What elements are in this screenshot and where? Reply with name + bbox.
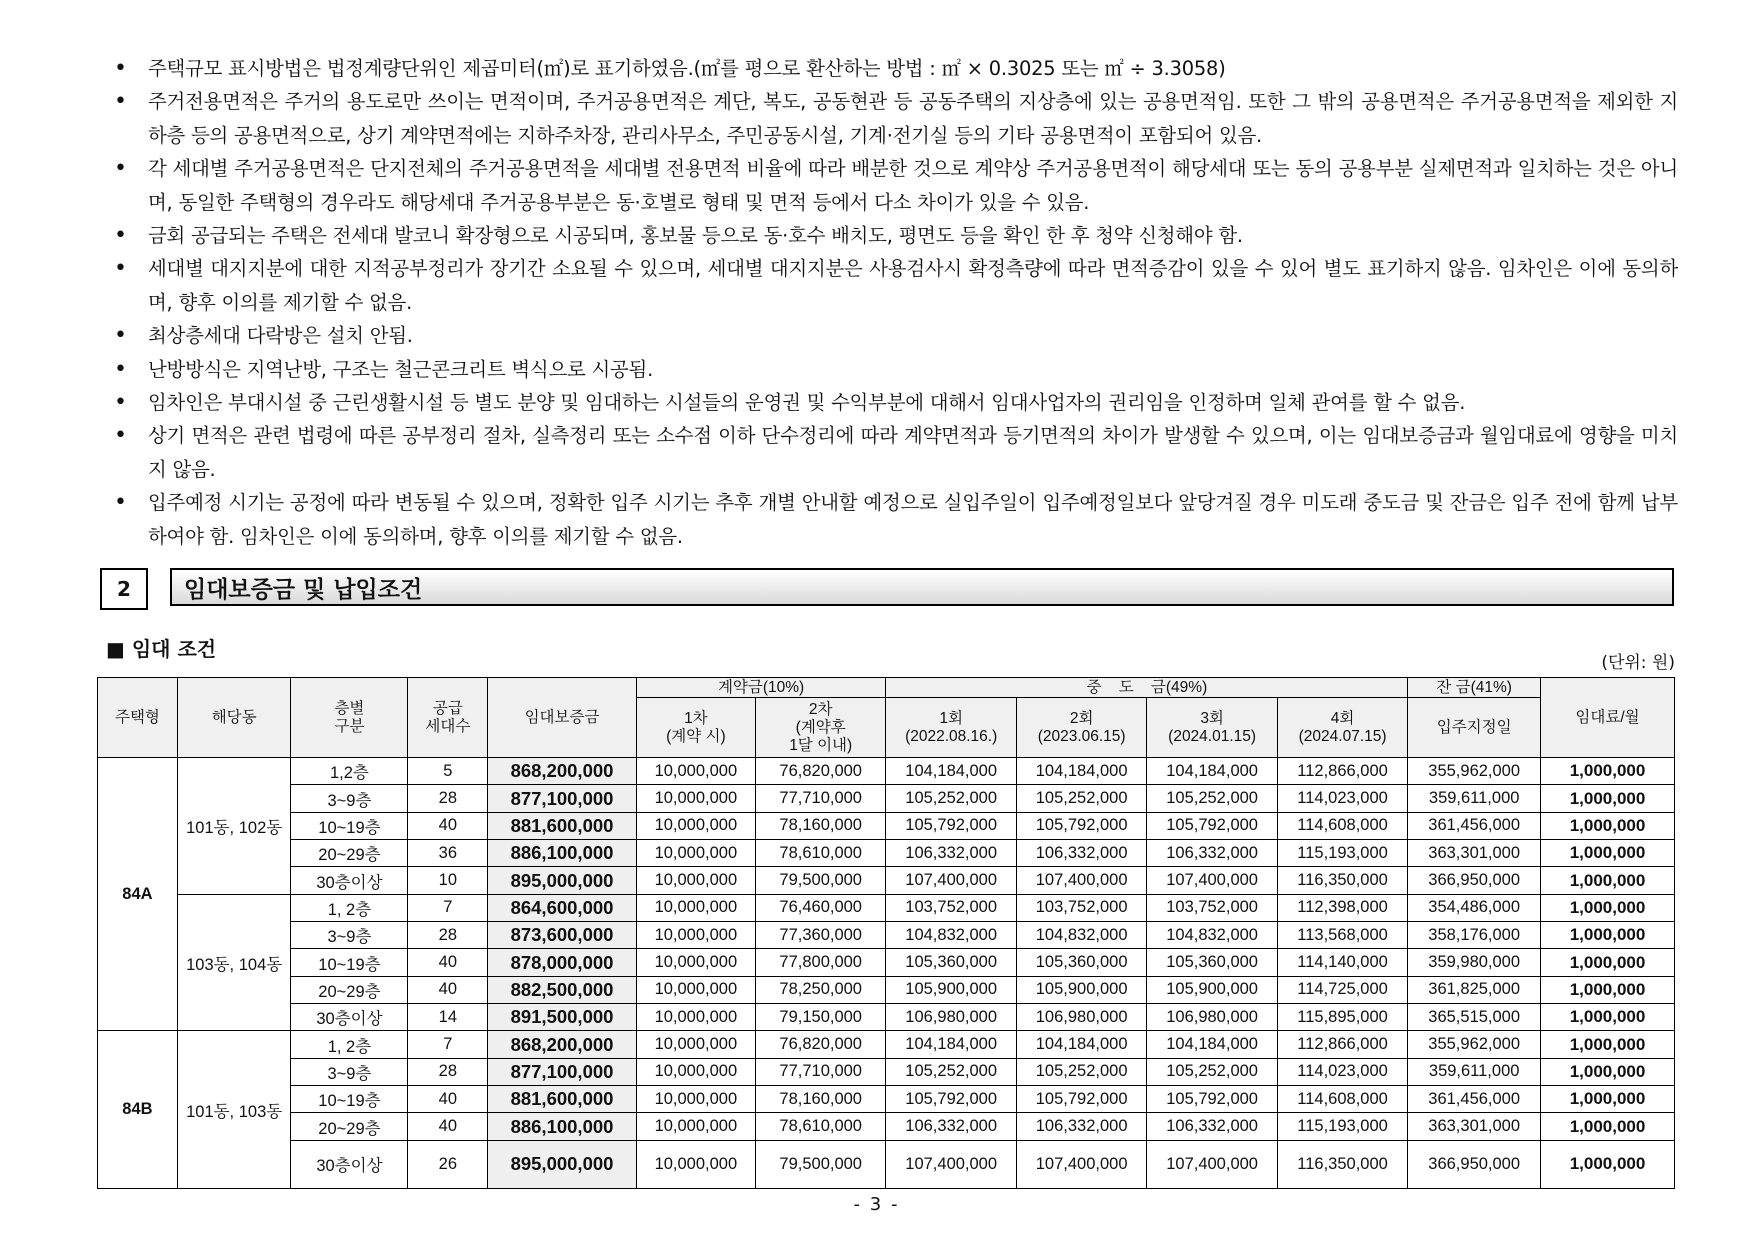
cell-middle-2: 106,332,000: [1016, 840, 1146, 867]
cell-rent: 1,000,000: [1541, 894, 1675, 921]
header-contract-2: 2차 (계약후 1달 이내): [755, 698, 885, 758]
cell-rent: 1,000,000: [1541, 1031, 1675, 1058]
cell-floor: 30층이상: [291, 867, 408, 894]
note-item: [110, 386, 1678, 419]
cell-middle-4: 114,023,000: [1277, 785, 1407, 812]
cell-balance: 363,301,000: [1408, 1113, 1541, 1140]
cell-contract-1: 10,000,000: [636, 976, 755, 1003]
table-row: [98, 1113, 1675, 1140]
note-text: 최상층세대 다락방은 설치 안됨.: [148, 324, 413, 348]
note-item: [110, 52, 1678, 85]
cell-contract-2: 78,160,000: [755, 1086, 885, 1113]
table-row: [98, 758, 1675, 785]
cell-contract-2: 78,610,000: [755, 1113, 885, 1140]
section-header: [100, 568, 1680, 610]
cell-deposit: 864,600,000: [488, 894, 636, 921]
header-rent: 임대료/월: [1541, 678, 1675, 758]
table-row: [98, 867, 1675, 894]
cell-units: 40: [408, 812, 488, 839]
cell-middle-2: 104,832,000: [1016, 922, 1146, 949]
cell-deposit: 895,000,000: [488, 1140, 636, 1188]
bullet-icon: •: [114, 490, 127, 516]
cell-middle-2: 105,252,000: [1016, 1058, 1146, 1085]
cell-contract-1: 10,000,000: [636, 1086, 755, 1113]
cell-middle-1: 104,184,000: [886, 1031, 1016, 1058]
note-item: [110, 85, 1678, 152]
cell-floor: 1, 2층: [291, 1031, 408, 1058]
table-row: [98, 1004, 1675, 1031]
header-deposit: 임대보증금: [488, 678, 636, 758]
cell-middle-4: 112,398,000: [1277, 894, 1407, 921]
bullet-icon: •: [114, 56, 127, 81]
cell-middle-4: 115,193,000: [1277, 840, 1407, 867]
cell-contract-2: 77,710,000: [755, 785, 885, 812]
cell-deposit: 886,100,000: [488, 1113, 636, 1140]
cell-deposit: 877,100,000: [488, 785, 636, 812]
cell-floor: 30층이상: [291, 1140, 408, 1188]
cell-middle-3: 104,832,000: [1147, 922, 1277, 949]
header-balance-1: 입주지정일: [1408, 698, 1541, 758]
table-row: [98, 894, 1675, 921]
cell-middle-3: 105,900,000: [1147, 976, 1277, 1003]
section-title: 임대보증금 및 납입조건: [170, 568, 1674, 606]
note-item: [110, 353, 1678, 386]
cell-middle-1: 106,332,000: [886, 840, 1016, 867]
cell-units: 36: [408, 840, 488, 867]
cell-middle-2: 104,184,000: [1016, 1031, 1146, 1058]
note-item: [110, 319, 1678, 352]
cell-units: 28: [408, 1058, 488, 1085]
cell-deposit: 881,600,000: [488, 812, 636, 839]
cell-contract-1: 10,000,000: [636, 1058, 755, 1085]
cell-deposit: 891,500,000: [488, 1004, 636, 1031]
cell-floor: 10~19층: [291, 949, 408, 976]
cell-balance: 359,611,000: [1408, 1058, 1541, 1085]
cell-middle-1: 105,792,000: [886, 812, 1016, 839]
cell-middle-1: 104,832,000: [886, 922, 1016, 949]
cell-dong: 101동, 103동: [177, 1031, 291, 1189]
cell-floor: 10~19층: [291, 1086, 408, 1113]
cell-middle-1: 107,400,000: [886, 1140, 1016, 1188]
cell-middle-4: 113,568,000: [1277, 922, 1407, 949]
cell-contract-2: 77,710,000: [755, 1058, 885, 1085]
bullet-icon: •: [114, 423, 127, 449]
note-text: 입주예정 시기는 공정에 따라 변동될 수 있으며, 정확한 입주 시기는 추후 개별 안내할 예정으로 실입주일이 입주예정일보다 앞당겨질 경우 미도래 중도금 및 잔금은 입주 전에 함께 납부하여야 함. 임차인은 이에 동의하며, 향후 이의를 제기할 수 없음.: [148, 491, 1678, 548]
cell-middle-1: 105,792,000: [886, 1086, 1016, 1113]
cell-deposit: 868,200,000: [488, 758, 636, 785]
cell-middle-2: 105,792,000: [1016, 1086, 1146, 1113]
cell-rent: 1,000,000: [1541, 976, 1675, 1003]
cell-floor: 10~19층: [291, 812, 408, 839]
cell-contract-2: 78,610,000: [755, 840, 885, 867]
cell-middle-3: 105,360,000: [1147, 949, 1277, 976]
bullet-icon: •: [114, 390, 127, 416]
cell-contract-1: 10,000,000: [636, 812, 755, 839]
cell-middle-3: 106,332,000: [1147, 1113, 1277, 1140]
cell-contract-1: 10,000,000: [636, 1031, 755, 1058]
cell-floor: 1, 2층: [291, 894, 408, 921]
cell-middle-3: 105,252,000: [1147, 1058, 1277, 1085]
cell-middle-1: 105,252,000: [886, 785, 1016, 812]
rent-table-body: [98, 758, 1675, 1189]
cell-units: 14: [408, 1004, 488, 1031]
cell-middle-3: 106,980,000: [1147, 1004, 1277, 1031]
cell-rent: 1,000,000: [1541, 867, 1675, 894]
cell-deposit: 886,100,000: [488, 840, 636, 867]
cell-contract-2: 76,460,000: [755, 894, 885, 921]
cell-contract-2: 79,500,000: [755, 1140, 885, 1188]
table-row: [98, 785, 1675, 812]
header-type: 주택형: [98, 678, 178, 758]
rent-conditions-table: [97, 677, 1675, 1189]
cell-middle-3: 104,184,000: [1147, 758, 1277, 785]
cell-balance: 361,825,000: [1408, 976, 1541, 1003]
note-item: [110, 219, 1678, 252]
header-middle-4: 4회 (2024.07.15): [1277, 698, 1407, 758]
cell-middle-1: 105,900,000: [886, 976, 1016, 1003]
cell-contract-2: 79,150,000: [755, 1004, 885, 1031]
cell-rent: 1,000,000: [1541, 785, 1675, 812]
header-units: 공급 세대수: [408, 678, 488, 758]
cell-rent: 1,000,000: [1541, 1140, 1675, 1188]
cell-balance: 354,486,000: [1408, 894, 1541, 921]
cell-middle-1: 105,360,000: [886, 949, 1016, 976]
cell-type: 84B: [98, 1031, 178, 1189]
bullet-icon: •: [114, 223, 127, 249]
cell-contract-1: 10,000,000: [636, 1113, 755, 1140]
cell-contract-2: 79,500,000: [755, 867, 885, 894]
cell-units: 40: [408, 976, 488, 1003]
cell-deposit: 873,600,000: [488, 922, 636, 949]
note-text: 각 세대별 주거공용면적은 단지전체의 주거공용면적을 세대별 전용면적 비율에 따라 배분한 것으로 계약상 주거공용면적이 해당세대 또는 동의 공용부분 실제면적과 일치하는 것은 아니며, 동일한 주택형의 경우라도 해당세대 주거공용부분은 동·호별로 형태 및 면적 등에서 다소 차이가 있을 수 있음.: [148, 157, 1678, 214]
bullet-icon: •: [114, 156, 127, 182]
cell-deposit: 868,200,000: [488, 1031, 636, 1058]
cell-middle-3: 107,400,000: [1147, 867, 1277, 894]
cell-middle-2: 105,360,000: [1016, 949, 1146, 976]
cell-middle-4: 114,140,000: [1277, 949, 1407, 976]
cell-balance: 358,176,000: [1408, 922, 1541, 949]
cell-units: 40: [408, 1086, 488, 1113]
cell-contract-2: 77,360,000: [755, 922, 885, 949]
cell-middle-1: 106,980,000: [886, 1004, 1016, 1031]
section-number: 2: [100, 568, 148, 610]
cell-rent: 1,000,000: [1541, 949, 1675, 976]
cell-contract-1: 10,000,000: [636, 1004, 755, 1031]
cell-middle-1: 107,400,000: [886, 867, 1016, 894]
header-floor: 층별 구분: [291, 678, 408, 758]
table-row: [98, 949, 1675, 976]
note-text: 임차인은 부대시설 중 근린생활시설 등 별도 분양 및 임대하는 시설들의 운영권 및 수익부분에 대해서 임대사업자의 권리임을 인정하며 일체 관여를 할 수 없음.: [148, 391, 1466, 415]
cell-balance: 359,980,000: [1408, 949, 1541, 976]
cell-middle-2: 106,332,000: [1016, 1113, 1146, 1140]
header-contract: 계약금(10%): [636, 678, 886, 698]
cell-units: 5: [408, 758, 488, 785]
table-row: [98, 812, 1675, 839]
cell-deposit: 878,000,000: [488, 949, 636, 976]
cell-middle-4: 114,608,000: [1277, 812, 1407, 839]
cell-middle-4: 112,866,000: [1277, 758, 1407, 785]
cell-balance: 363,301,000: [1408, 840, 1541, 867]
cell-middle-4: 114,725,000: [1277, 976, 1407, 1003]
cell-contract-1: 10,000,000: [636, 922, 755, 949]
cell-contract-1: 10,000,000: [636, 867, 755, 894]
cell-middle-2: 104,184,000: [1016, 758, 1146, 785]
cell-rent: 1,000,000: [1541, 758, 1675, 785]
cell-units: 7: [408, 1031, 488, 1058]
cell-middle-3: 103,752,000: [1147, 894, 1277, 921]
cell-contract-1: 10,000,000: [636, 894, 755, 921]
note-text: 세대별 대지지분에 대한 지적공부정리가 장기간 소요될 수 있으며, 세대별 대지지분은 사용검사시 확정측량에 따라 면적증감이 있을 수 있어 별도 표기하지 않음. 임차인은 이에 동의하며, 향후 이의를 제기할 수 없음.: [148, 257, 1678, 314]
table-row: [98, 840, 1675, 867]
cell-deposit: 881,600,000: [488, 1086, 636, 1113]
note-item: [110, 252, 1678, 319]
cell-floor: 30층이상: [291, 1004, 408, 1031]
cell-type: 84A: [98, 758, 178, 1031]
cell-contract-1: 10,000,000: [636, 758, 755, 785]
table-row: [98, 1140, 1675, 1188]
cell-middle-2: 103,752,000: [1016, 894, 1146, 921]
cell-floor: 1,2층: [291, 758, 408, 785]
cell-units: 40: [408, 949, 488, 976]
sub-title: ■ 임대 조건: [106, 637, 217, 661]
table-row: [98, 976, 1675, 1003]
cell-middle-2: 107,400,000: [1016, 867, 1146, 894]
note-text: 주거전용면적은 주거의 용도로만 쓰이는 면적이며, 주거공용면적은 계단, 복도, 공동현관 등 공동주택의 지상층에 있는 공용면적임. 또한 그 밖의 공용면적은 주거공용면적을 제외한 지하층 등의 공용면적으로, 상기 계약면적에는 지하주차장, 관리사무소, 주민공동시설, 기계·전기실 등의 기타 공용면적이 포함되어 있음.: [148, 90, 1678, 147]
cell-contract-2: 76,820,000: [755, 758, 885, 785]
cell-rent: 1,000,000: [1541, 840, 1675, 867]
cell-rent: 1,000,000: [1541, 1113, 1675, 1140]
cell-middle-3: 104,184,000: [1147, 1031, 1277, 1058]
header-dong: 해당동: [177, 678, 291, 758]
cell-middle-2: 106,980,000: [1016, 1004, 1146, 1031]
cell-dong: 103동, 104동: [177, 894, 291, 1031]
cell-deposit: 877,100,000: [488, 1058, 636, 1085]
cell-balance: 361,456,000: [1408, 812, 1541, 839]
header-middle-2: 2회 (2023.06.15): [1016, 698, 1146, 758]
cell-floor: 3~9층: [291, 1058, 408, 1085]
cell-deposit: 895,000,000: [488, 867, 636, 894]
cell-middle-2: 105,900,000: [1016, 976, 1146, 1003]
header-contract-1: 1차 (계약 시): [636, 698, 755, 758]
note-text: 금회 공급되는 주택은 전세대 발코니 확장형으로 시공되며, 홍보물 등으로 동·호수 배치도, 평면도 등을 확인 한 후 청약 신청해야 함.: [148, 224, 1243, 248]
header-middle-3: 3회 (2024.01.15): [1147, 698, 1277, 758]
bullet-icon: •: [114, 256, 127, 282]
cell-contract-1: 10,000,000: [636, 785, 755, 812]
cell-rent: 1,000,000: [1541, 922, 1675, 949]
cell-rent: 1,000,000: [1541, 812, 1675, 839]
cell-middle-4: 115,193,000: [1277, 1113, 1407, 1140]
cell-units: 28: [408, 922, 488, 949]
cell-rent: 1,000,000: [1541, 1058, 1675, 1085]
cell-middle-3: 105,792,000: [1147, 812, 1277, 839]
cell-middle-4: 116,350,000: [1277, 867, 1407, 894]
cell-floor: 20~29층: [291, 976, 408, 1003]
note-text: 상기 면적은 관련 법령에 따른 공부정리 절차, 실측정리 또는 소수점 이하 단수정리에 따라 계약면적과 등기면적의 차이가 발생할 수 있으며, 이는 임대보증금과 월임대료에 영향을 미치지 않음.: [148, 424, 1678, 481]
cell-contract-2: 77,800,000: [755, 949, 885, 976]
bullet-icon: •: [114, 323, 127, 349]
cell-balance: 355,962,000: [1408, 1031, 1541, 1058]
cell-middle-2: 107,400,000: [1016, 1140, 1146, 1188]
header-balance: 잔 금(41%): [1408, 678, 1541, 698]
cell-middle-3: 105,252,000: [1147, 785, 1277, 812]
cell-rent: 1,000,000: [1541, 1004, 1675, 1031]
table-row: [98, 1031, 1675, 1058]
cell-middle-4: 114,023,000: [1277, 1058, 1407, 1085]
table-row: [98, 1086, 1675, 1113]
cell-balance: 361,456,000: [1408, 1086, 1541, 1113]
cell-floor: 3~9층: [291, 785, 408, 812]
unit-label: (단위: 원): [1601, 653, 1675, 673]
cell-middle-3: 106,332,000: [1147, 840, 1277, 867]
notes-list: [110, 52, 1678, 553]
cell-units: 7: [408, 894, 488, 921]
cell-middle-1: 103,752,000: [886, 894, 1016, 921]
cell-units: 28: [408, 785, 488, 812]
cell-contract-1: 10,000,000: [636, 1140, 755, 1188]
cell-balance: 365,515,000: [1408, 1004, 1541, 1031]
note-text: 주택규모 표시방법은 법정계량단위인 제곱미터(㎡)로 표기하였음.(㎡를 평으로 환산하는 방법 : ㎡ × 0.3025 또는 ㎡ ÷ 3.3058): [148, 57, 1226, 80]
cell-middle-2: 105,252,000: [1016, 785, 1146, 812]
cell-contract-1: 10,000,000: [636, 840, 755, 867]
cell-floor: 20~29층: [291, 1113, 408, 1140]
cell-balance: 366,950,000: [1408, 867, 1541, 894]
cell-contract-2: 78,160,000: [755, 812, 885, 839]
cell-middle-4: 115,895,000: [1277, 1004, 1407, 1031]
cell-units: 40: [408, 1113, 488, 1140]
cell-dong: 101동, 102동: [177, 758, 291, 895]
cell-contract-2: 78,250,000: [755, 976, 885, 1003]
table-row: [98, 1058, 1675, 1085]
cell-contract-1: 10,000,000: [636, 949, 755, 976]
page-number: - 3 -: [853, 1194, 900, 1215]
cell-middle-4: 116,350,000: [1277, 1140, 1407, 1188]
bullet-icon: •: [114, 89, 127, 115]
cell-balance: 355,962,000: [1408, 758, 1541, 785]
cell-middle-2: 105,792,000: [1016, 812, 1146, 839]
bullet-icon: •: [114, 356, 127, 382]
cell-balance: 359,611,000: [1408, 785, 1541, 812]
header-middle-1: 1회 (2022.08.16.): [886, 698, 1016, 758]
cell-middle-1: 104,184,000: [886, 758, 1016, 785]
cell-units: 10: [408, 867, 488, 894]
cell-units: 26: [408, 1140, 488, 1188]
cell-deposit: 882,500,000: [488, 976, 636, 1003]
cell-floor: 3~9층: [291, 922, 408, 949]
cell-rent: 1,000,000: [1541, 1086, 1675, 1113]
note-item: [110, 486, 1678, 553]
note-item: [110, 152, 1678, 219]
cell-middle-3: 107,400,000: [1147, 1140, 1277, 1188]
cell-middle-1: 106,332,000: [886, 1113, 1016, 1140]
cell-middle-4: 114,608,000: [1277, 1086, 1407, 1113]
cell-floor: 20~29층: [291, 840, 408, 867]
header-middle: 중 도 금(49%): [886, 678, 1408, 698]
table-row: [98, 922, 1675, 949]
note-text: 난방방식은 지역난방, 구조는 철근콘크리트 벽식으로 시공됨.: [148, 357, 654, 381]
note-item: [110, 419, 1678, 486]
cell-middle-3: 105,792,000: [1147, 1086, 1277, 1113]
cell-middle-1: 105,252,000: [886, 1058, 1016, 1085]
cell-balance: 366,950,000: [1408, 1140, 1541, 1188]
cell-middle-4: 112,866,000: [1277, 1031, 1407, 1058]
cell-contract-2: 76,820,000: [755, 1031, 885, 1058]
